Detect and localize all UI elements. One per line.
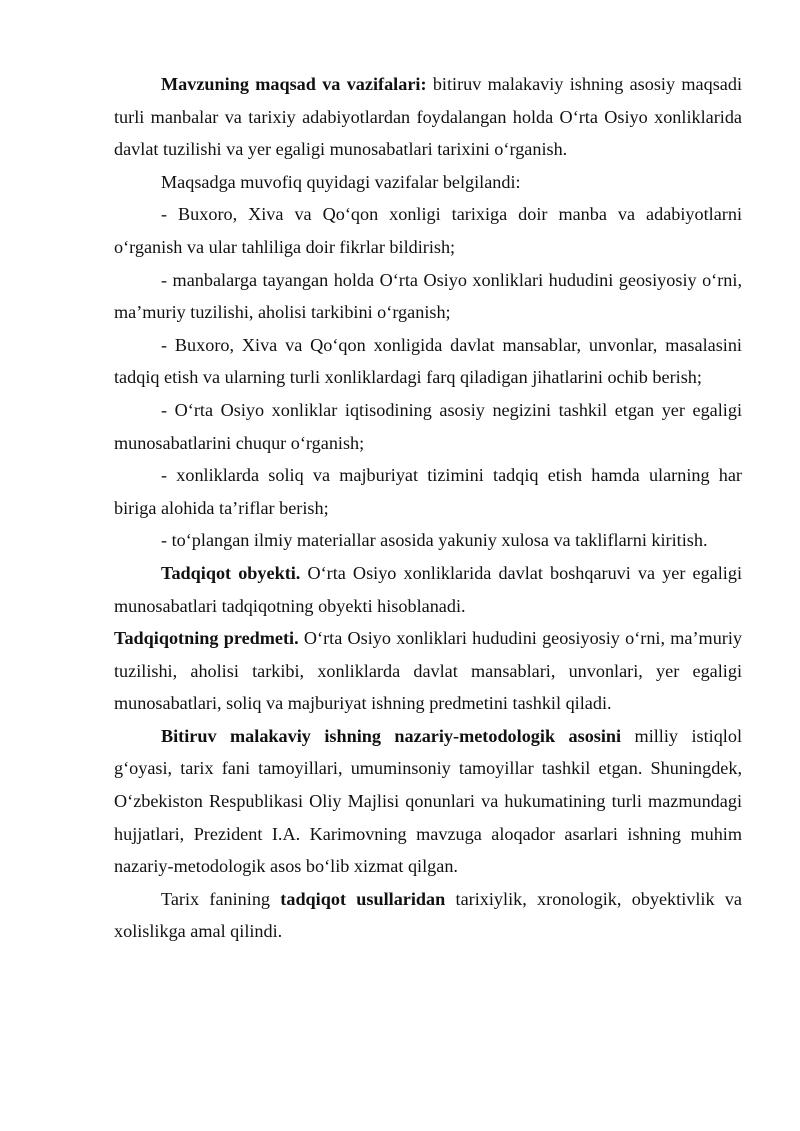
text-goals: bitiruv malakaviy ishning asosiy maqsadi turli manbalar va tarixiy adabiyotlardan foydalangan holda O‘rta Osiyo xonliklarida davlat tuzilishi va yer egaligi munosabatlari tarixini o‘rganish.: [114, 74, 743, 160]
task-item-3: - Buxoro, Xiva va Qo‘qon xonligida davlat mansablar, unvonlar, masalasini tadqiq etish va ularning turli xonliklardagi farq qiladigan jihatlarini ochib berish;: [114, 334, 742, 388]
paragraph-methods: [114, 883, 742, 948]
task-item-4: - O‘rta Osiyo xonliklar iqtisodining asosiy negizini tashkil etgan yer egaligi munosabatlarini chuqur o‘rganish;: [114, 399, 742, 453]
paragraph-goals: [114, 68, 742, 166]
text-subject: O‘rta Osiyo xonliklari hududini geosiyosiy o‘rni, ma’muriy tuzilishi, aholisi tarkibi, xonliklarda davlat mansablari, unvonlari, yer egaligi munosabatlari, soliq va majburiyat ishning predmetini tashkil qiladi.: [114, 628, 742, 714]
heading-goals: Mavzuning maqsad va vazifalari:: [161, 74, 427, 94]
paragraph-object: [114, 557, 742, 622]
task-item-2: - manbalarga tayangan holda O‘rta Osiyo xonliklari hududini geosiyosiy o‘rni, ma’muriy tuzilishi, aholisi tarkibini o‘rganish;: [114, 269, 742, 323]
text-methodology: milliy istiqlol g‘oyasi, tarix fani tamoyillari, umuminsoniy tamoyillar tashkil etgan. Shuningdek, O‘zbekiston Respublikasi Oliy Majlisi qonunlari va hukumatining turli mazmundagi hujjatlari, Prezident I.A. Karimovning mavzuga aloqador asarlari ishning muhim nazariy-metodologik asos bo‘lib xizmat qilgan.: [114, 725, 742, 877]
heading-methods: tadqiqot usullaridan: [280, 888, 446, 909]
task-item-6: - to‘plangan ilmiy materiallar asosida yakuniy xulosa va takliflarni kiritish.: [161, 530, 708, 551]
task-item-1: - Buxoro, Xiva va Qo‘qon xonligi tarixiga doir manba va adabiyotlarni o‘rganish va ular tahliliga doir fikrlar bildirish;: [114, 204, 742, 257]
text-methods: tarixiylik, xronologik, obyektivlik va xolislikga amal qilindi.: [114, 888, 742, 942]
paragraph-subject: [114, 622, 742, 720]
paragraph-tasks-intro: Maqsadga muvofiq quyidagi vazifalar belgilandi:: [161, 171, 521, 192]
text-methods-pre: Tarix fanining: [161, 888, 281, 909]
paragraph-methodology: [114, 720, 742, 883]
task-item-5: - xonliklarda soliq va majburiyat tizimini tadqiq etish hamda ularning har biriga alohida ta’riflar berish;: [114, 465, 742, 518]
text-object: O‘rta Osiyo xonliklarida davlat boshqaruvi va yer egaligi munosabatlari tadqiqotning obyekti hisoblanadi.: [114, 562, 743, 616]
heading-object: Tadqiqot obyekti.: [161, 562, 301, 583]
heading-subject: Tadqiqotning predmeti.: [114, 628, 299, 649]
heading-methodology: Bitiruv malakaviy ishning nazariy-metodologik asosini: [161, 725, 622, 746]
